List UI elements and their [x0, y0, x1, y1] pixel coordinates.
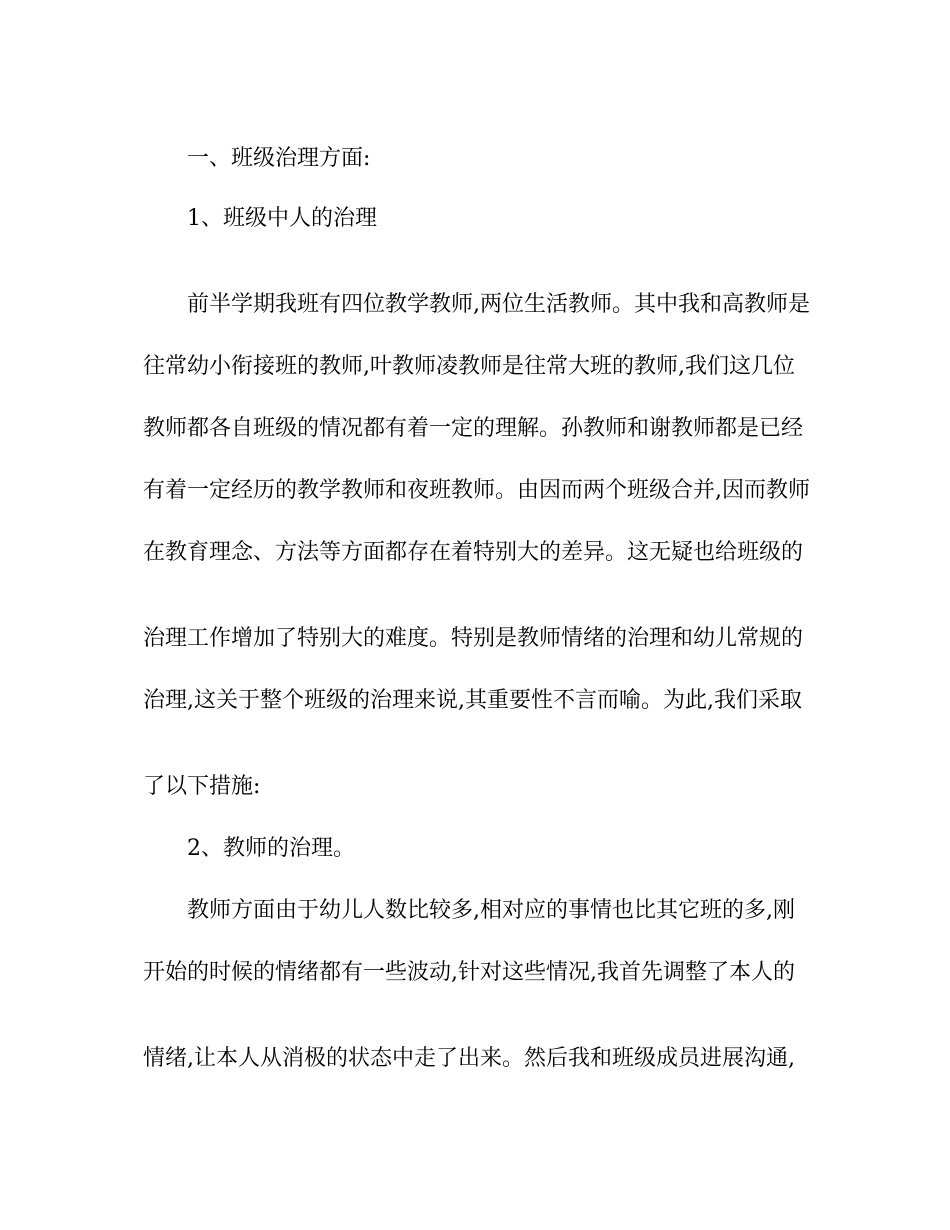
paragraph-line: 教师方面由于幼儿人数比较多,相对应的事情也比其它班的多,刚	[187, 898, 795, 923]
section-heading: 一、班级治理方面:	[187, 146, 371, 171]
paragraph-line: 教师都各自班级的情况都有着一定的理解。孙教师和谢教师都是已经	[143, 416, 804, 441]
paragraph-line: 在教育理念、方法等方面都存在着特别大的差异。这无疑也给班级的	[143, 540, 804, 565]
subsection-heading: 2、教师的治理。	[187, 836, 355, 861]
paragraph-line: 治理工作增加了特别大的难度。特别是教师情绪的治理和幼儿常规的	[143, 626, 804, 651]
paragraph-line: 治理,这关于整个班级的治理来说,其重要性不言而喻。为此,我们采取	[143, 688, 802, 713]
paragraph-line: 了以下措施:	[143, 774, 261, 799]
subsection-heading: 1、班级中人的治理	[187, 206, 377, 231]
paragraph-line: 情绪,让本人从消极的状态中走了出来。然后我和班级成员进展沟通,	[143, 1046, 795, 1071]
paragraph-line: 有着一定经历的教学教师和夜班教师。由因而两个班级合并,因而教师	[143, 478, 810, 503]
paragraph-line: 前半学期我班有四位教学教师,两位生活教师。其中我和高教师是	[187, 292, 810, 317]
paragraph-line: 开始的时候的情绪都有一些波动,针对这些情况,我首先调整了本人的	[143, 960, 795, 985]
paragraph-line: 往常幼小衔接班的教师,叶教师凌教师是往常大班的教师,我们这几位	[143, 354, 795, 379]
